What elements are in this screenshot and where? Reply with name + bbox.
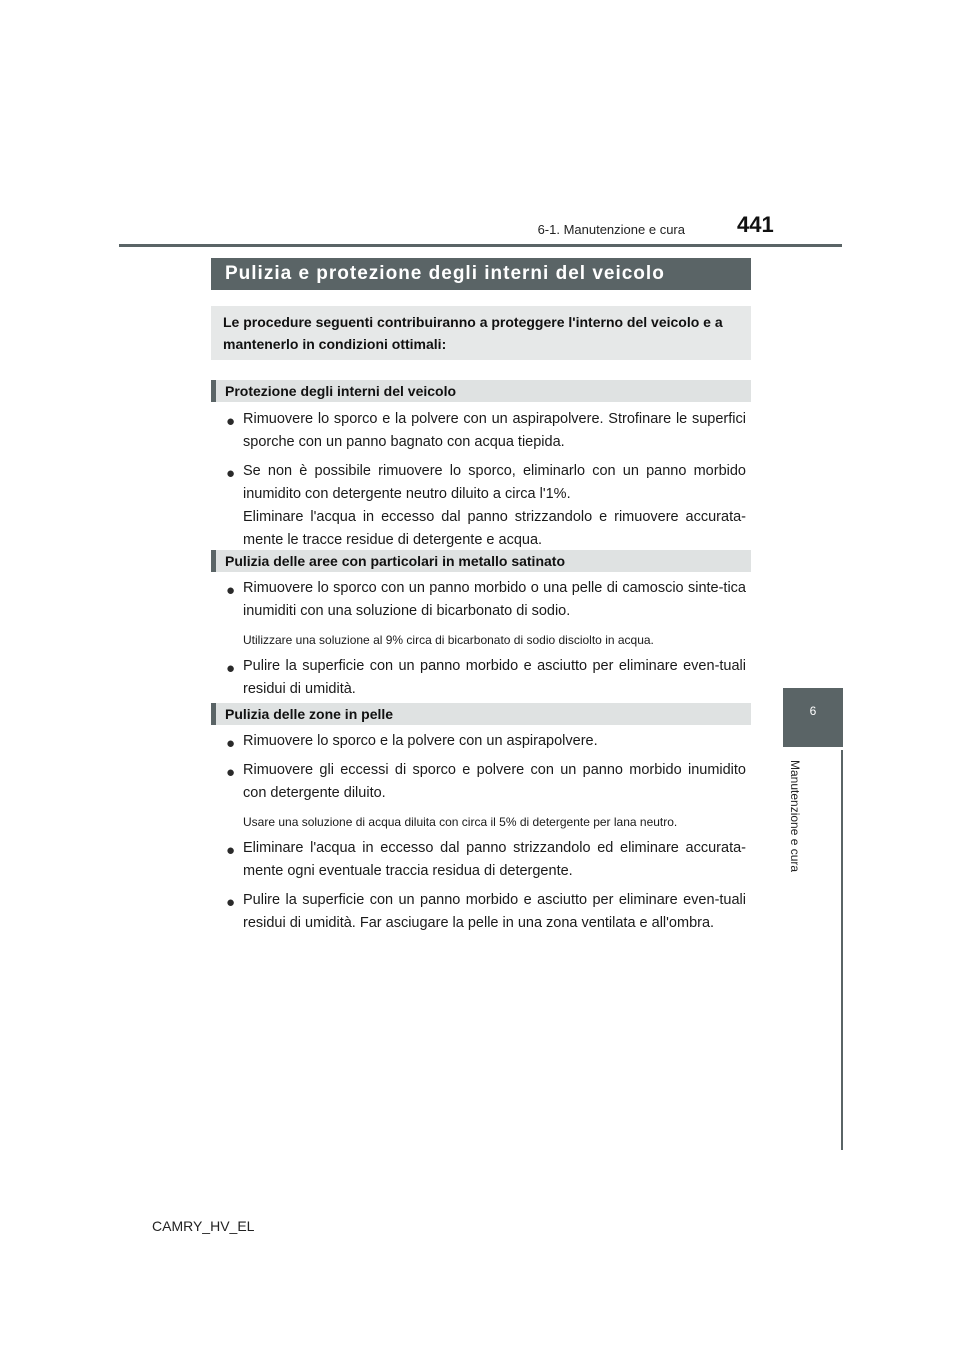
footer-model-code: CAMRY_HV_EL (152, 1218, 255, 1234)
list-item-text: Rimuovere lo sporco con un panno morbido o una pelle di camoscio sinte-tica inumiditi con una soluzione di bicarbonato di sodio. (243, 580, 746, 619)
list-item-text: Pulire la superficie con un panno morbido e asciutto per eliminare even-tuali residui di umidità. (243, 658, 746, 697)
list-item-note: Usare una soluzione di acqua diluita con circa il 5% di detergente per lana neutro. (243, 815, 678, 829)
list-item-text: Rimuovere lo sporco e la polvere con un aspirapolvere. (243, 733, 598, 749)
list-item-text: Rimuovere gli eccessi di sporco e polvere con un panno morbido inumidito con detergente diluito. (243, 762, 746, 801)
list-item (226, 837, 746, 883)
list-item-text: Eliminare l'acqua in eccesso dal panno strizzandolo ed eliminare accurata-mente ogni eventuale traccia residua di detergente. (243, 840, 746, 879)
list-item (226, 889, 746, 935)
list-item-extra: Eliminare l'acqua in eccesso dal panno strizzandolo e rimuovere accurata-mente le tracce residue di detergente e acqua. (243, 509, 746, 548)
chapter-tab-line (841, 750, 843, 1150)
section-heading-text: Protezione degli interni del veicolo (225, 383, 457, 399)
list-item (226, 577, 746, 623)
list-item (226, 655, 746, 701)
page-title: Pulizia e protezione degli interni del veicolo (211, 258, 751, 290)
bullet-icon: ● (226, 660, 236, 677)
chapter-label: Manutenzione e cura (788, 760, 802, 873)
section-heading (211, 380, 751, 402)
list-item-note: Utilizzare una soluzione al 9% circa di bicarbonato di sodio disciolto in acqua. (243, 633, 654, 647)
list-item (226, 730, 746, 753)
chapter-number: 6 (809, 704, 817, 718)
list-item-text: Se non è possibile rimuovere lo sporco, eliminarlo con un panno morbido inumidito con detergente neutro diluito a circa l'1%. (243, 463, 746, 502)
heading-marker (211, 703, 216, 725)
bullet-icon: ● (226, 735, 236, 752)
section-heading (211, 703, 751, 725)
bullet-icon: ● (226, 465, 236, 482)
list-item (226, 408, 746, 454)
bullet-icon: ● (226, 842, 236, 859)
heading-marker (211, 380, 216, 402)
section-heading-text: Pulizia delle zone in pelle (225, 706, 394, 722)
bullet-icon: ● (226, 894, 236, 911)
section-list (226, 730, 746, 935)
bullet-icon: ● (226, 582, 236, 599)
page-number: 441 (737, 212, 774, 237)
section-heading-text: Pulizia delle aree con particolari in metallo satinato (225, 553, 565, 569)
section-header: 6-1. Manutenzione e cura (537, 222, 685, 237)
list-item (226, 460, 746, 552)
section-list (226, 408, 746, 552)
bullet-icon: ● (226, 413, 236, 430)
section-list (226, 577, 746, 701)
section-heading (211, 550, 751, 572)
list-item-text: Rimuovere lo sporco e la polvere con un aspirapolvere. Strofinare le superfici sporche con un panno bagnato con acqua tiepida. (243, 411, 746, 450)
list-item (226, 759, 746, 805)
intro-box: Le procedure seguenti contribuiranno a proteggere l'interno del veicolo e a mantenerlo in condizioni ottimali: (211, 306, 751, 360)
heading-marker (211, 550, 216, 572)
list-item-text: Pulire la superficie con un panno morbido e asciutto per eliminare even-tuali residui di umidità. Far asciugare la pelle in una zona ventilata e all'ombra. (243, 892, 746, 931)
header-rule (119, 244, 842, 247)
bullet-icon: ● (226, 764, 236, 781)
